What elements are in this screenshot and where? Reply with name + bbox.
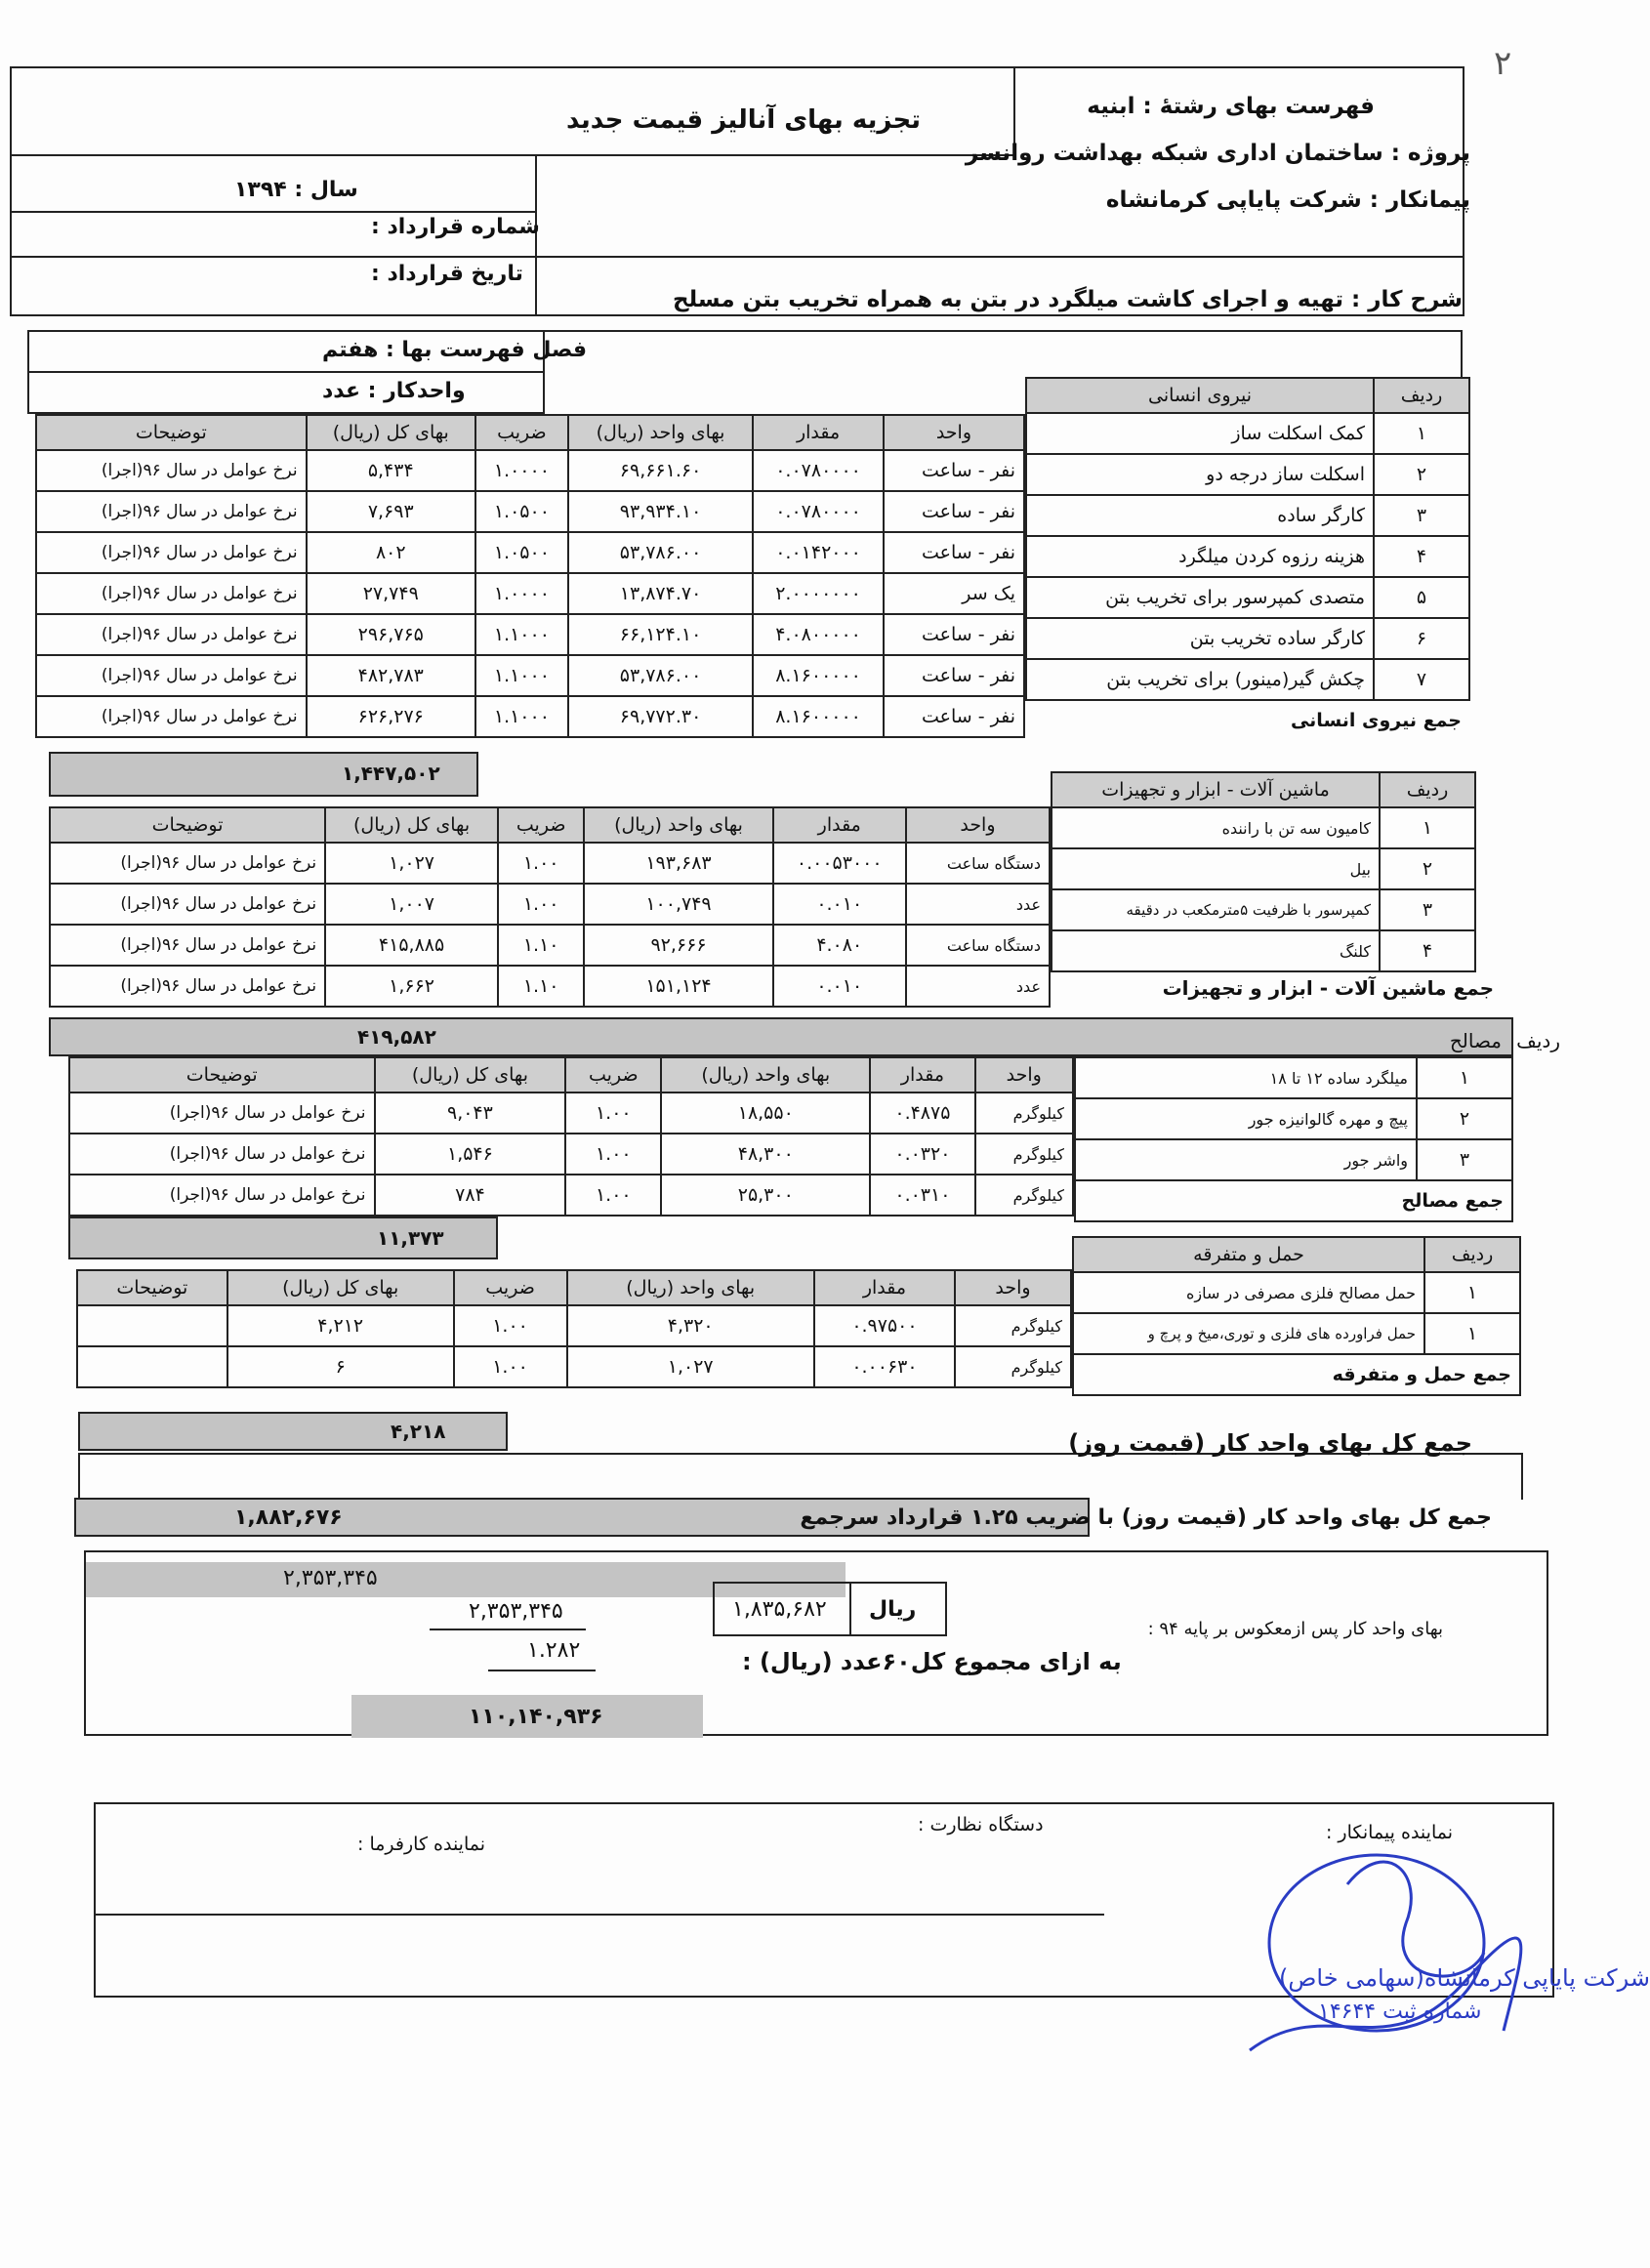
col-coef: ضریب — [565, 1057, 661, 1093]
cell-qty: ۰.۴۸۷۵ — [870, 1093, 974, 1134]
cell-note: نرخ عوامل در سال ۹۶(اجرا) — [50, 884, 325, 925]
row-no: ۴ — [1380, 930, 1475, 971]
cell-total: ۲۹۶,۷۶۵ — [307, 614, 475, 655]
item-desc: کمپرسور با ظرفیت ۵مترمکعب در دقیقه — [1052, 889, 1380, 930]
transport-desc-table — [1072, 1236, 1521, 1396]
row-no: ۱ — [1380, 807, 1475, 848]
labor-desc-table — [1025, 377, 1470, 740]
cell-qty: ۴.۰۸۰۰۰۰۰ — [753, 614, 884, 655]
col-notes: توضیحات — [77, 1270, 227, 1305]
materials-total: ۱۱,۳۷۳ — [377, 1226, 444, 1250]
cell-unit: نفر - ساعت — [884, 655, 1024, 696]
item-desc: واشر جور — [1075, 1139, 1417, 1180]
col-unit-price: بهای واحد (ریال) — [567, 1270, 814, 1305]
cell-note: نرخ عوامل در سال ۹۶(اجرا) — [36, 655, 307, 696]
cell-unit: نفر - ساعت — [884, 532, 1024, 573]
cell-price: ۶۹,۷۷۲.۳۰ — [568, 696, 753, 737]
cell-total: ۷۸۴ — [375, 1175, 566, 1216]
cell-qty: ۰.۰۰۶۳۰ — [814, 1346, 955, 1387]
row-no: ۷ — [1374, 659, 1469, 700]
col-qty: مقدار — [753, 415, 884, 450]
cell-total: ۶۲۶,۲۷۶ — [307, 696, 475, 737]
stamp-reg-text: شماره ثبت ۱۴۶۴۴ — [1318, 2000, 1482, 2024]
cell-total: ۱,۰۲۷ — [325, 843, 498, 884]
machinery-desc-table — [1051, 771, 1476, 972]
cell-total: ۶ — [227, 1346, 454, 1387]
item-desc: کارگر ساده — [1026, 495, 1374, 536]
cell-price: ۶۶,۱۲۴.۱۰ — [568, 614, 753, 655]
cell-qty: ۸.۱۶۰۰۰۰۰ — [753, 655, 884, 696]
col-total: بهای کل (ریال) — [375, 1057, 566, 1093]
cell-unit: عدد — [906, 884, 1050, 925]
col-unit-price: بهای واحد (ریال) — [584, 807, 772, 843]
cell-unit: نفر - ساعت — [884, 491, 1024, 532]
row-no: ۲ — [1374, 454, 1469, 495]
col-coef: ضریب — [454, 1270, 567, 1305]
cell-total: ۸۰۲ — [307, 532, 475, 573]
company-stamp — [1211, 1757, 1543, 2089]
cell-note: نرخ عوامل در سال ۹۶(اجرا) — [50, 966, 325, 1007]
col-qty: مقدار — [814, 1270, 955, 1305]
cell-qty: ۴.۰۸۰ — [773, 925, 906, 966]
row-no: ۱ — [1374, 413, 1469, 454]
for-total-label: به ازای مجموع کل۶۰عدد (ریال) : — [742, 1648, 1122, 1675]
col-qty: مقدار — [773, 807, 906, 843]
cell-unit: نفر - ساعت — [884, 614, 1024, 655]
item-desc: چکش گیر(مینور) برای تخریب بتن — [1026, 659, 1374, 700]
cell-total: ۱,۵۴۶ — [375, 1134, 566, 1175]
cell-note: نرخ عوامل در سال ۹۶(اجرا) — [50, 925, 325, 966]
cell-unit: نفر - ساعت — [884, 696, 1024, 737]
page-title: تجزیه بهای آنالیز قیمت جدید — [566, 105, 922, 135]
contract-number-label: شماره قرارداد : — [371, 215, 540, 239]
cell-total: ۴۱۵,۸۸۵ — [325, 925, 498, 966]
machinery-total-label: جمع ماشین آلات - ابزار و تجهیزات — [1162, 976, 1494, 1000]
stamp-company-text: شرکت پایاپی کرمانشاه(سهامی خاص) — [1279, 1964, 1650, 1992]
cell-coef: ۱.۰۰۰۰ — [475, 573, 568, 614]
cell-qty: ۰.۹۷۵۰۰ — [814, 1305, 955, 1346]
cell-unit: دستگاه ساعت — [906, 843, 1050, 884]
col-unit: واحد — [884, 415, 1024, 450]
rial-label: ریال — [869, 1597, 917, 1622]
grand-total: ۱,۸۸۲,۶۷۶ — [234, 1505, 343, 1530]
transport-total-label: جمع حمل و متفرقه — [1073, 1354, 1520, 1395]
item-desc: حمل فراورده های فلزی و توری،میخ و پرچ و — [1073, 1313, 1424, 1354]
work-description: شرح کار : تهیه و اجرای کاشت میلگرد در بتن به همراه تخریب بتن مسلح — [672, 287, 1463, 312]
cell-price: ۵۳,۷۸۶.۰۰ — [568, 532, 753, 573]
cell-coef: ۱.۰۰ — [565, 1134, 661, 1175]
cell-unit: نفر - ساعت — [884, 450, 1024, 491]
materials-values-table — [68, 1056, 1074, 1216]
fraction-line — [430, 1629, 586, 1630]
cell-qty: ۰.۰۱۴۲۰۰۰ — [753, 532, 884, 573]
row-no: ۳ — [1380, 889, 1475, 930]
cell-note: نرخ عوامل در سال ۹۶(اجرا) — [36, 491, 307, 532]
col-notes: توضیحات — [69, 1057, 375, 1093]
materials-desc-table — [1074, 1056, 1513, 1222]
cell-price: ۴۸,۳۰۰ — [661, 1134, 870, 1175]
cell-qty: ۰.۰۰۵۳۰۰۰ — [773, 843, 906, 884]
row-no: ۳ — [1417, 1139, 1512, 1180]
cell-unit: کیلوگرم — [955, 1305, 1071, 1346]
transport-total: ۴,۲۱۸ — [391, 1420, 446, 1443]
row-no: ۳ — [1374, 495, 1469, 536]
contractor-label: پیمانکار : شرکت پایاپی کرمانشاه — [1105, 187, 1470, 213]
transport-values-table — [76, 1269, 1072, 1388]
materials-heading: مصالح — [1449, 1029, 1502, 1052]
cell-note: نرخ عوامل در سال ۹۶(اجرا) — [69, 1175, 375, 1216]
divisor: ۱.۲۸۲ — [527, 1638, 581, 1663]
cell-note: نرخ عوامل در سال ۹۶(اجرا) — [36, 532, 307, 573]
cell-unit: کیلوگرم — [975, 1175, 1073, 1216]
grand-total-row — [78, 1453, 1523, 1500]
cell-coef: ۱.۰۰ — [498, 884, 584, 925]
labor-total: ۱,۴۴۷,۵۰۲ — [342, 762, 440, 785]
chapter-label: فصل فهرست بها : هفتم — [322, 338, 588, 362]
col-row: ردیف — [1424, 1237, 1520, 1272]
col-unit: واحد — [955, 1270, 1071, 1305]
item-desc: متصدی کمپرسور برای تخریب بتن — [1026, 577, 1374, 618]
cell-total: ۷,۶۹۳ — [307, 491, 475, 532]
col-total: بهای کل (ریال) — [325, 807, 498, 843]
cell-total: ۱,۰۰۷ — [325, 884, 498, 925]
labor-heading: نیروی انسانی — [1026, 378, 1374, 413]
cell-price: ۴,۳۲۰ — [567, 1305, 814, 1346]
cell-price: ۱,۰۲۷ — [567, 1346, 814, 1387]
supervisor-label: دستگاه نظارت : — [918, 1814, 1044, 1835]
cell-price: ۵۳,۷۸۶.۰۰ — [568, 655, 753, 696]
cell-coef: ۱.۱۰ — [498, 966, 584, 1007]
reverse-label: بهای واحد کار پس ازمعکوس بر پایه ۹۴ : — [1147, 1619, 1443, 1639]
materials-total-label: جمع مصالح — [1075, 1180, 1512, 1221]
item-desc: کمک اسکلت ساز — [1026, 413, 1374, 454]
contract-date-label: تاریخ قرارداد : — [371, 262, 523, 286]
row-no: ۲ — [1417, 1098, 1512, 1139]
item-desc: کامیون سه تن با راننده — [1052, 807, 1380, 848]
col-coef: ضریب — [475, 415, 568, 450]
divisor-line — [488, 1670, 596, 1671]
cell-qty: ۰.۰۷۸۰۰۰۰ — [753, 491, 884, 532]
cell-price: ۶۹,۶۶۱.۶۰ — [568, 450, 753, 491]
divider — [94, 1914, 1104, 1916]
item-desc: کارگر ساده تخریب بتن — [1026, 618, 1374, 659]
cell-coef: ۱.۰۰ — [454, 1346, 567, 1387]
machinery-total-box — [49, 1017, 1513, 1056]
cell-note: نرخ عوامل در سال ۹۶(اجرا) — [36, 696, 307, 737]
cell-note: نرخ عوامل در سال ۹۶(اجرا) — [36, 573, 307, 614]
labor-values-table — [35, 414, 1025, 738]
cell-note: نرخ عوامل در سال ۹۶(اجرا) — [69, 1093, 375, 1134]
cell-total: ۴,۲۱۲ — [227, 1305, 454, 1346]
item-desc: پیچ و مهره گالوانیزه جور — [1075, 1098, 1417, 1139]
cell-coef: ۱.۰۵۰۰ — [475, 491, 568, 532]
divider — [849, 1582, 851, 1636]
cell-coef: ۱.۱۰۰۰ — [475, 655, 568, 696]
materials-row-col: ردیف — [1516, 1029, 1560, 1052]
row-no: ۴ — [1374, 536, 1469, 577]
unit-label: واحدکار : عدد — [322, 379, 466, 403]
col-unit-price: بهای واحد (ریال) — [661, 1057, 870, 1093]
cell-note: نرخ عوامل در سال ۹۶(اجرا) — [50, 843, 325, 884]
cell-qty: ۰.۰۳۲۰ — [870, 1134, 974, 1175]
cell-total: ۲۷,۷۴۹ — [307, 573, 475, 614]
year-label: سال : ۱۳۹۴ — [234, 178, 358, 202]
divider — [10, 211, 537, 213]
item-desc: حمل مصالح فلزی مصرفی در سازه — [1073, 1272, 1424, 1313]
grand-total-label: جمع کل بهای واحد کار (قیمت روز) — [1068, 1429, 1472, 1457]
machinery-values-table — [49, 806, 1051, 1008]
unit-price-back: ۱,۸۳۵,۶۸۲ — [732, 1597, 827, 1622]
cell-unit: عدد — [906, 966, 1050, 1007]
col-unit-price: بهای واحد (ریال) — [568, 415, 753, 450]
col-notes: توضیحات — [50, 807, 325, 843]
signature-stroke — [1347, 1862, 1484, 1976]
row-no: ۲ — [1380, 848, 1475, 889]
row-no: ۱ — [1417, 1057, 1512, 1098]
machinery-heading: ماشین آلات - ابزار و تجهیزات — [1052, 772, 1380, 807]
cell-qty: ۲.۰۰۰۰۰۰۰ — [753, 573, 884, 614]
cell-note — [77, 1346, 227, 1387]
calc-value: ۲,۳۵۳,۳۴۵ — [469, 1599, 563, 1624]
cell-price: ۱۹۳,۶۸۳ — [584, 843, 772, 884]
col-total: بهای کل (ریال) — [307, 415, 475, 450]
divider — [10, 256, 1464, 258]
col-unit: واحد — [975, 1057, 1073, 1093]
item-desc: میلگرد ساده ۱۲ تا ۱۸ — [1075, 1057, 1417, 1098]
cell-coef: ۱.۱۰۰۰ — [475, 614, 568, 655]
cell-qty: ۸.۱۶۰۰۰۰۰ — [753, 696, 884, 737]
project-label: پروژه : ساختمان اداری شبکه بهداشت روانسر — [965, 141, 1470, 166]
cell-qty: ۰.۰۱۰ — [773, 966, 906, 1007]
cell-coef: ۱.۰۰ — [454, 1305, 567, 1346]
cell-price: ۱۰۰,۷۴۹ — [584, 884, 772, 925]
machinery-total: ۴۱۹,۵۸۲ — [357, 1025, 436, 1049]
col-qty: مقدار — [870, 1057, 974, 1093]
cell-total: ۵,۴۳۴ — [307, 450, 475, 491]
row-no: ۱ — [1424, 1313, 1520, 1354]
cell-unit: دستگاه ساعت — [906, 925, 1050, 966]
cell-price: ۲۵,۳۰۰ — [661, 1175, 870, 1216]
col-notes: توضیحات — [36, 415, 307, 450]
divider — [27, 371, 545, 373]
item-desc: اسکلت ساز درجه دو — [1026, 454, 1374, 495]
cell-qty: ۰.۰۱۰ — [773, 884, 906, 925]
cell-total: ۹,۰۴۳ — [375, 1093, 566, 1134]
cell-coef: ۱.۰۰ — [565, 1175, 661, 1216]
cell-note: نرخ عوامل در سال ۹۶(اجرا) — [36, 614, 307, 655]
employer-rep-label: نماینده کارفرما : — [357, 1834, 486, 1855]
cell-qty: ۰.۰۳۱۰ — [870, 1175, 974, 1216]
cell-price: ۱۵۱,۱۲۴ — [584, 966, 772, 1007]
contractor-rep-label: نماینده پیمانکار : — [1325, 1822, 1453, 1843]
col-row: ردیف — [1374, 378, 1469, 413]
cell-note: نرخ عوامل در سال ۹۶(اجرا) — [36, 450, 307, 491]
calc-frame — [84, 1550, 1548, 1736]
item-desc: هزینه رزوه کردن میلگرد — [1026, 536, 1374, 577]
cell-coef: ۱.۱۰۰۰ — [475, 696, 568, 737]
cell-unit: کیلوگرم — [975, 1134, 1073, 1175]
with-coef-value: ۲,۳۵۳,۳۴۵ — [283, 1566, 378, 1590]
row-no: ۱ — [1424, 1272, 1520, 1313]
col-row: ردیف — [1380, 772, 1475, 807]
cell-price: ۹۲,۶۶۶ — [584, 925, 772, 966]
cell-price: ۹۳,۹۳۴.۱۰ — [568, 491, 753, 532]
for-total: ۱۱۰,۱۴۰,۹۳۶ — [469, 1705, 603, 1729]
col-coef: ضریب — [498, 807, 584, 843]
transport-heading: حمل و متفرقه — [1073, 1237, 1424, 1272]
cell-coef: ۱.۰۵۰۰ — [475, 532, 568, 573]
cell-note: نرخ عوامل در سال ۹۶(اجرا) — [69, 1134, 375, 1175]
cell-price: ۱۳,۸۷۴.۷۰ — [568, 573, 753, 614]
page-corner-mark: ۲ — [1494, 44, 1512, 83]
col-unit: واحد — [906, 807, 1050, 843]
col-total: بهای کل (ریال) — [227, 1270, 454, 1305]
item-desc: کلنگ — [1052, 930, 1380, 971]
cell-unit: یک سر — [884, 573, 1024, 614]
cell-total: ۱,۶۶۲ — [325, 966, 498, 1007]
cell-price: ۱۸,۵۵۰ — [661, 1093, 870, 1134]
cell-total: ۴۸۲,۷۸۳ — [307, 655, 475, 696]
cell-qty: ۰.۰۷۸۰۰۰۰ — [753, 450, 884, 491]
cell-unit: کیلوگرم — [975, 1093, 1073, 1134]
cell-coef: ۱.۰۰۰۰ — [475, 450, 568, 491]
with-coef-label: جمع کل بهای واحد کار (قیمت روز) با ضریب ۱.۲۵ قرارداد سرجمع — [800, 1505, 1492, 1530]
cell-coef: ۱.۰۰ — [565, 1093, 661, 1134]
cell-coef: ۱.۱۰ — [498, 925, 584, 966]
row-no: ۵ — [1374, 577, 1469, 618]
row-no: ۶ — [1374, 618, 1469, 659]
cell-coef: ۱.۰۰ — [498, 843, 584, 884]
cell-note — [77, 1305, 227, 1346]
labor-total-label: جمع نیروی انسانی — [1290, 710, 1462, 731]
item-desc: بیل — [1052, 848, 1380, 889]
cell-unit: کیلوگرم — [955, 1346, 1071, 1387]
price-list-label: فهرست بهای رشتهٔ : ابنیه — [1087, 94, 1375, 119]
